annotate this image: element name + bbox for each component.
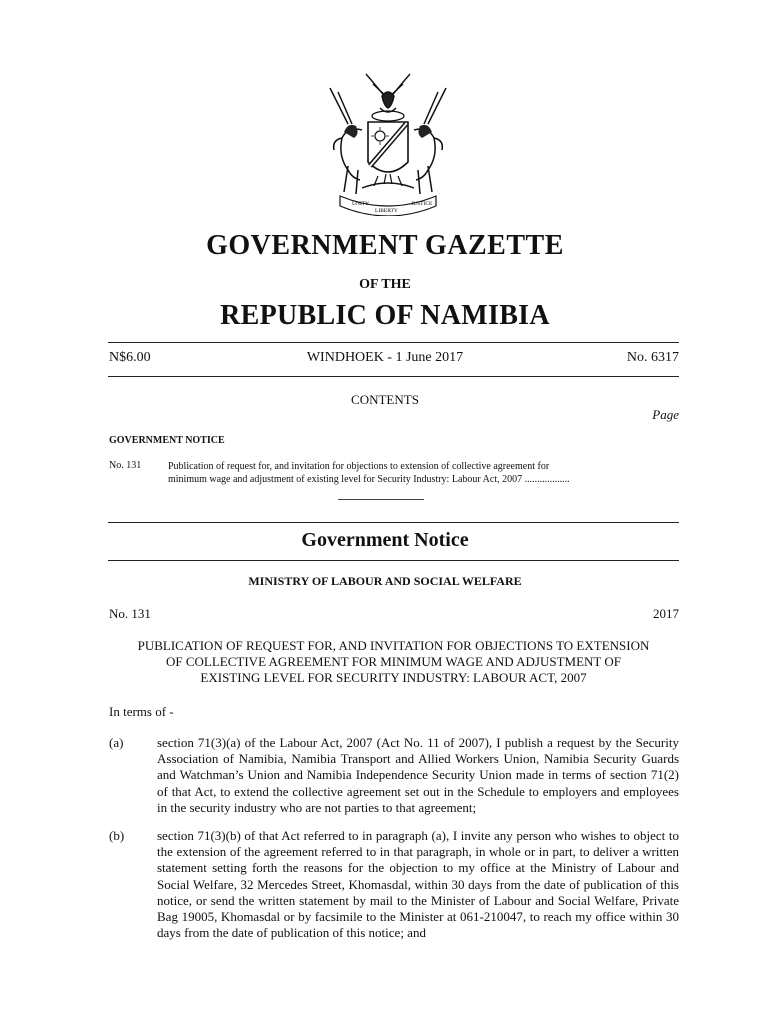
contents-heading: CONTENTS bbox=[351, 392, 419, 407]
issue-place-date: WINDHOEK - 1 June 2017 bbox=[306, 350, 464, 365]
issue-price: N$6.00 bbox=[109, 350, 151, 365]
coat-of-arms-emblem bbox=[318, 66, 458, 216]
notice-top-rule bbox=[108, 522, 679, 523]
publication-heading-line-2: OF COLLECTIVE AGREEMENT FOR MINIMUM WAGE AND ADJUSTMENT OF bbox=[165, 654, 622, 669]
intro-text: In terms of - bbox=[109, 704, 174, 719]
masthead-bottom-rule bbox=[108, 376, 679, 377]
publication-heading-line-3: EXISTING LEVEL FOR SECURITY INDUSTRY: LABOUR ACT, 2007 bbox=[200, 670, 587, 685]
of-the-label: OF THE bbox=[359, 277, 411, 292]
paragraph-a-text: section 71(3)(a) of the Labour Act, 2007 (Act No. 11 of 2007), I publish a request by the Security Association of Namibia, Namibia Transport and Allied Workers Union, Namibia Security Guards and Watchman’s Union and Namibia Independence Security Union made in terms of section 71(2) of that Act, to extend the collective agreement set out in the Schedule to employers and employees in the security industry who are not parties to that agreement; bbox=[157, 735, 679, 815]
republic-title: REPUBLIC OF NAMIBIA bbox=[220, 300, 550, 331]
publication-heading bbox=[108, 638, 679, 686]
toc-item-number: No. 131 bbox=[109, 460, 142, 471]
masthead-top-rule bbox=[108, 342, 679, 343]
toc-item-line-2: minimum wage and adjustment of existing level for Security Industry: Labour Act, 2007 .................. bbox=[168, 474, 570, 485]
notice-title: Government Notice bbox=[301, 529, 469, 551]
toc-item-text bbox=[168, 460, 643, 486]
paragraph-b-text: section 71(3)(b) of that Act referred to in paragraph (a), I invite any person who wishes to object to the extension of the agreement referred to in that paragraph, in whole or in part, to deliver a written statement setting forth the reasons for the objection to my office at the Ministry of Labour and Social Welfare, 32 Mercedes Street, Khomasdal, within 30 days from the date of publication of this notice, or send the written statement by mail to the Minister of Labour and Social Welfare, Private Bag 19005, Khomasdal or by facsimile to the Minister at 061-210047, to reach my office within 30 days from the date of publication of this notice; and bbox=[157, 828, 679, 941]
motto-justice: JUSTICE bbox=[411, 201, 433, 207]
paragraph-a-label: (a) bbox=[109, 735, 124, 750]
motto-liberty: LIBERTY bbox=[375, 208, 398, 214]
contents-end-rule bbox=[338, 499, 424, 500]
ministry-heading: MINISTRY OF LABOUR AND SOCIAL WELFARE bbox=[248, 574, 522, 588]
contents-section-heading: GOVERNMENT NOTICE bbox=[109, 435, 225, 446]
page-column-label: Page bbox=[652, 407, 679, 422]
notice-bottom-rule bbox=[108, 560, 679, 561]
gazette-title: GOVERNMENT GAZETTE bbox=[206, 230, 564, 261]
notice-number: No. 131 bbox=[109, 606, 151, 621]
publication-heading-line-1: PUBLICATION OF REQUEST FOR, AND INVITATION FOR OBJECTIONS TO EXTENSION bbox=[137, 638, 650, 653]
motto-unity: UNITY bbox=[352, 201, 370, 207]
issue-number: No. 6317 bbox=[626, 350, 679, 365]
notice-year: 2017 bbox=[653, 606, 679, 621]
toc-item-line-1: Publication of request for, and invitation for objections to extension of collective agreement for bbox=[168, 461, 550, 472]
paragraph-b-label: (b) bbox=[109, 828, 125, 843]
